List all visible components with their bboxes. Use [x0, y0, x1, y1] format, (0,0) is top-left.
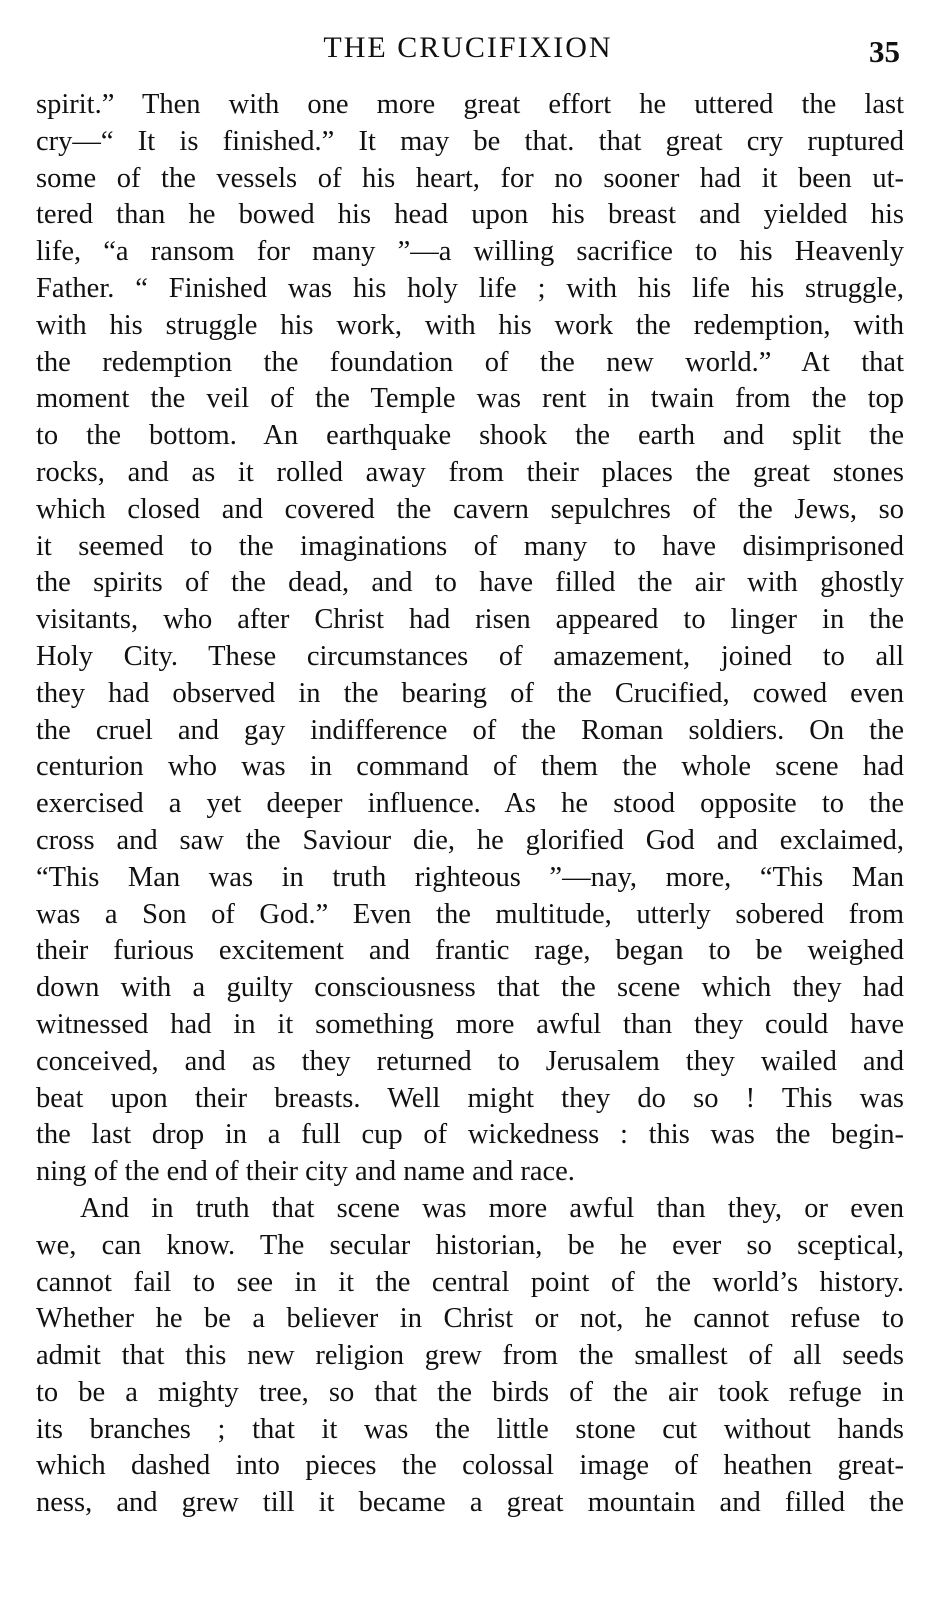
text-line: the spirits of the dead, and to have filled the air with ghostly — [36, 567, 904, 599]
text-line: cross and saw the Saviour die, he glorified God and exclaimed, — [36, 824, 904, 856]
text-line: to be a mighty tree, so that the birds of the air took refuge in — [36, 1376, 904, 1408]
text-line: centurion who was in command of them the whole scene had — [36, 751, 904, 783]
text-line: exercised a yet deeper influence. As he stood opposite to the — [36, 788, 904, 820]
text-line: beat upon their breasts. Well might they do so ! This was — [36, 1082, 904, 1114]
text-line: visitants, who after Christ had risen appeared to linger in the — [36, 604, 904, 636]
text-line: admit that this new religion grew from the smallest of all seeds — [36, 1340, 904, 1372]
text-line: Father. “ Finished was his holy life ; with his life his struggle, — [36, 272, 904, 304]
text-line: which closed and covered the cavern sepulchres of the Jews, so — [36, 493, 904, 525]
text-line: their furious excitement and frantic rage, began to be weighed — [36, 935, 904, 967]
paragraph-1 — [36, 87, 904, 1191]
body-text — [36, 87, 904, 1522]
text-line: And in truth that scene was more awful than they, or even — [80, 1192, 904, 1224]
paragraph-2 — [36, 1191, 904, 1522]
text-line: moment the veil of the Temple was rent in twain from the top — [36, 383, 904, 415]
running-title: THE CRUCIFIXION — [323, 31, 613, 64]
page-number: 35 — [869, 34, 900, 69]
text-line: which dashed into pieces the colossal image of heathen great- — [36, 1450, 904, 1482]
text-line: its branches ; that it was the little stone cut without hands — [36, 1413, 904, 1445]
running-head — [36, 28, 900, 68]
text-line: down with a guilty consciousness that the scene which they had — [36, 972, 904, 1004]
text-line: some of the vessels of his heart, for no sooner had it been ut- — [36, 162, 904, 194]
text-line: with his struggle his work, with his work the redemption, with — [36, 309, 904, 341]
text-line: witnessed had in it something more awful than they could have — [36, 1008, 904, 1040]
text-line: was a Son of God.” Even the multitude, utterly sobered from — [36, 898, 904, 930]
text-line: the last drop in a full cup of wickedness : this was the begin- — [36, 1119, 904, 1151]
text-line: Whether he be a believer in Christ or not, he cannot refuse to — [36, 1303, 904, 1335]
text-line: cry—“ It is finished.” It may be that. that great cry ruptured — [36, 125, 904, 157]
text-line: spirit.” Then with one more great effort he uttered the last — [36, 89, 904, 120]
text-line: “This Man was in truth righteous ”—nay, more, “This Man — [36, 861, 904, 893]
text-line: life, “a ransom for many ”—a willing sacrifice to his Heavenly — [36, 236, 904, 268]
text-line: the cruel and gay indifference of the Roman soldiers. On the — [36, 714, 904, 746]
text-line: we, can know. The secular historian, be he ever so sceptical, — [36, 1229, 904, 1261]
text-line: ning of the end of their city and name and race. — [36, 1156, 575, 1188]
text-line: rocks, and as it rolled away from their places the great stones — [36, 456, 904, 488]
text-line: ness, and grew till it became a great mountain and filled the — [36, 1487, 904, 1519]
text-line: they had observed in the bearing of the Crucified, cowed even — [36, 677, 904, 709]
text-line: tered than he bowed his head upon his breast and yielded his — [36, 199, 904, 231]
text-line: conceived, and as they returned to Jerusalem they wailed and — [36, 1045, 904, 1077]
text-line: to the bottom. An earthquake shook the earth and split the — [36, 420, 904, 452]
text-line: it seemed to the imaginations of many to have disimprisoned — [36, 530, 904, 562]
text-line: cannot fail to see in it the central point of the world’s history. — [36, 1266, 904, 1298]
text-line: the redemption the foundation of the new world.” At that — [36, 346, 904, 378]
text-line: Holy City. These circumstances of amazement, joined to all — [36, 640, 904, 672]
